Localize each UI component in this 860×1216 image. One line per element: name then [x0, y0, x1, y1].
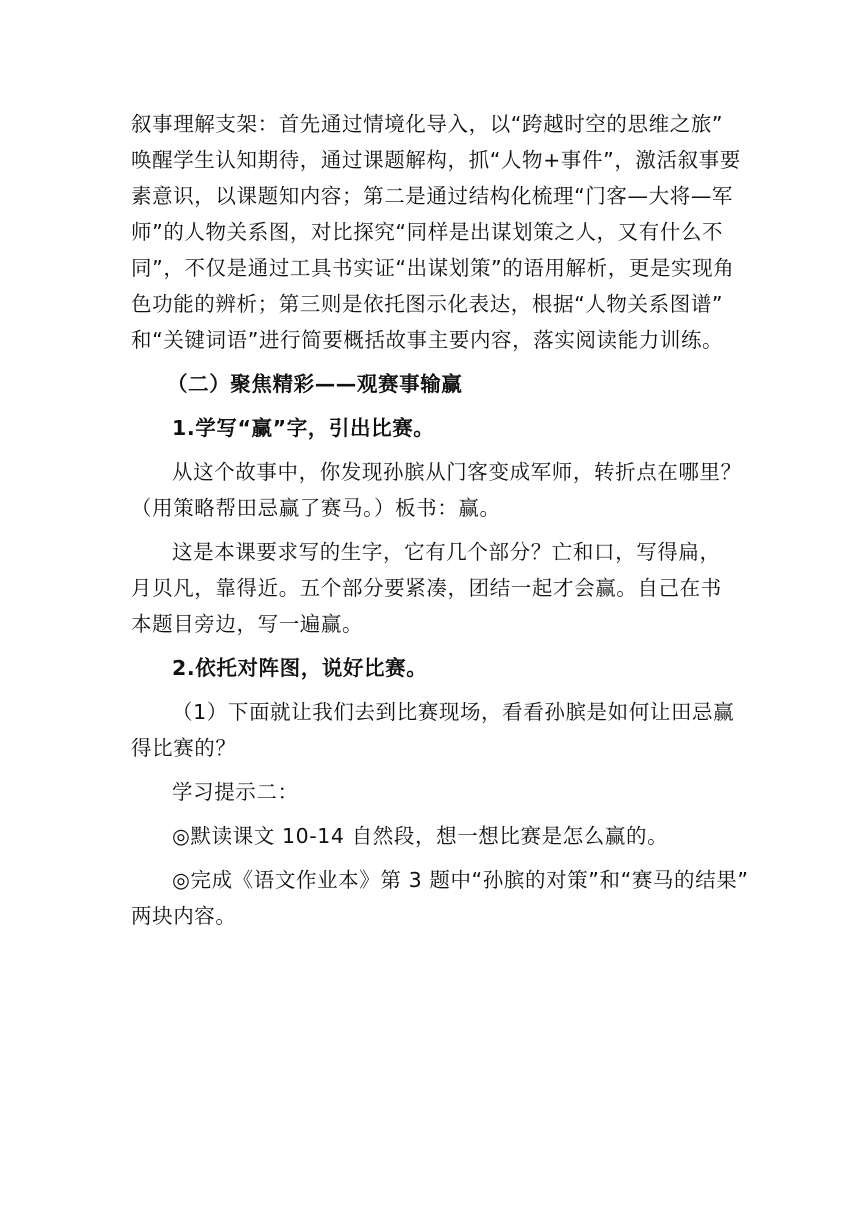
subsection-heading-2: [131, 650, 731, 686]
subsection-heading-text: 1.学写“赢”字，引出比赛。: [172, 416, 435, 440]
text-line: （1）下面就让我们去到比赛现场，看看孙膑是如何让田忌赢: [172, 700, 735, 724]
text-line: 师”的人物关系图，对比探究“同样是出谋划策之人，又有什么不: [131, 220, 724, 244]
text-line: 色功能的辨析；第三则是依托图示化表达，根据“人物关系图谱”: [131, 292, 724, 316]
text-line: 月贝凡，靠得近。五个部分要紧凑，团结一起才会赢。自己在书: [131, 576, 722, 600]
paragraph-narrative-scaffold: [131, 106, 741, 358]
learning-tip-item-2: [131, 862, 749, 934]
text-line: 同”，不仅是通过工具书实证“出谋划策”的语用解析，更是实现角: [131, 256, 735, 280]
text-line: 唤醒学生认知期待，通过课题解构，抓“人物+事件”，激活叙事要: [131, 148, 741, 172]
text-line: 从这个故事中，你发现孙膑从门客变成军师，转折点在哪里？: [172, 460, 742, 484]
paragraph-turning-point: [131, 454, 742, 526]
text-line: 本题目旁边，写一遍赢。: [131, 612, 364, 636]
text-line: 两块内容。: [131, 904, 237, 928]
paragraph-character-writing: [131, 534, 731, 642]
paragraph-match-scene: [131, 694, 735, 766]
text-line: 叙事理解支架：首先通过情境化导入，以“跨越时空的思维之旅”: [131, 112, 724, 136]
text-line: 素意识，以课题知内容；第二是通过结构化梳理“门客—大将—军: [131, 184, 734, 208]
text-line: 学习提示二：: [172, 780, 299, 804]
text-line: ◎完成《语文作业本》第 3 题中“孙膑的对策”和“赛马的结果”: [172, 868, 749, 892]
text-line: 和“关键词语”进行简要概括故事主要内容，落实阅读能力训练。: [131, 328, 724, 352]
section-heading-text: （二）聚焦精彩——观赛事输赢: [167, 372, 463, 396]
text-line: （用策略帮田忌赢了赛马。）板书：赢。: [131, 496, 501, 520]
text-line: ◎默读课文 10-14 自然段，想一想比赛是怎么赢的。: [172, 824, 669, 848]
learning-tip-item-1: [131, 818, 731, 854]
text-line: 得比赛的？: [131, 736, 237, 760]
subsection-heading-1: [131, 410, 731, 446]
learning-tip-label: [131, 774, 731, 810]
text-line: 这是本课要求写的生字，它有几个部分？亡和口，写得扁，: [172, 540, 721, 564]
document-body: [131, 106, 749, 934]
section-heading: [131, 366, 731, 402]
subsection-heading-text: 2.依托对阵图，说好比赛。: [172, 656, 428, 680]
